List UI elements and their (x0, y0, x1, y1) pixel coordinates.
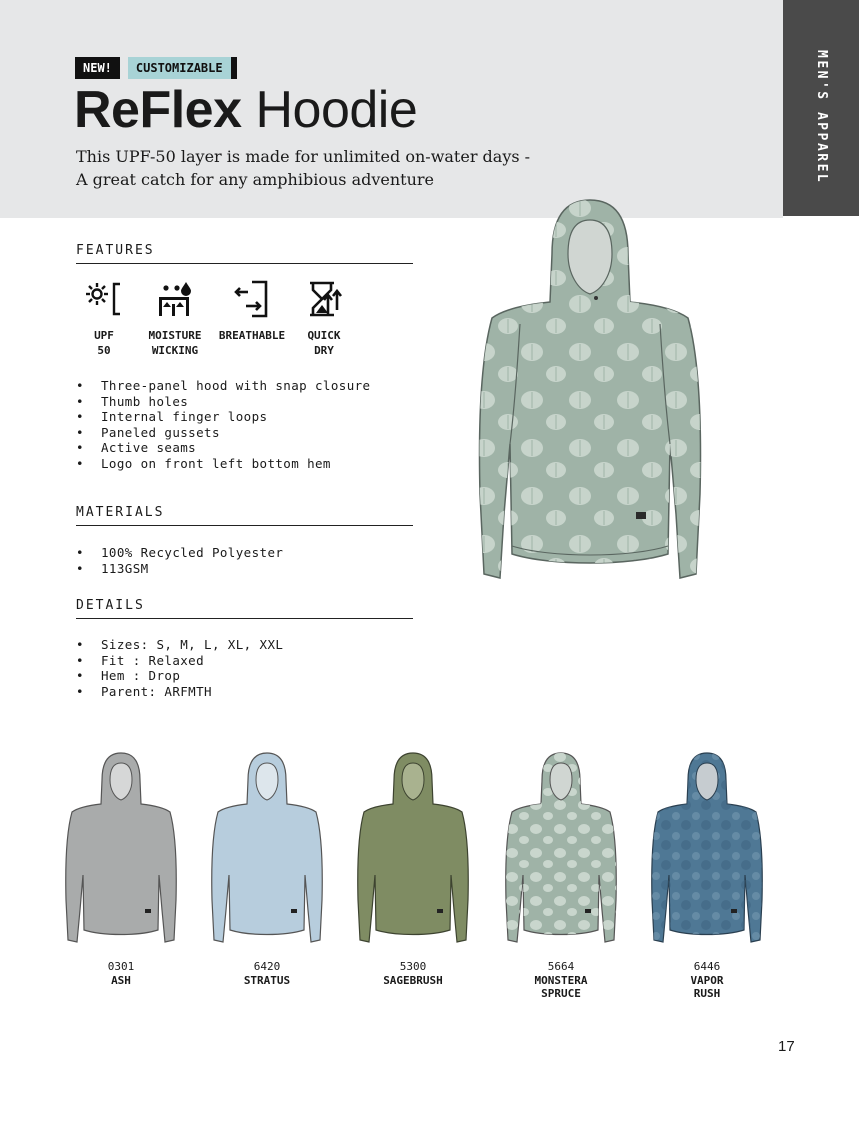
colorway-swatch (65, 750, 177, 987)
list-item: • Parent: ARFMTH (76, 684, 283, 700)
swatch-code: 5664 (547, 960, 575, 973)
list-item: • Fit : Relaxed (76, 653, 283, 669)
features-heading: FEATURES (76, 243, 413, 264)
swatch-name: SAGEBRUSH (383, 974, 443, 987)
product-subtitle (76, 145, 530, 191)
feature-upf-label: UPF 50 (94, 329, 114, 357)
colorway-swatch (211, 750, 323, 987)
list-item: • Logo on front left bottom hem (76, 456, 370, 472)
list-item: • Internal finger loops (76, 409, 370, 425)
swatch-name: STRATUS (243, 974, 291, 987)
list-item: • Active seams (76, 440, 370, 456)
hoodie-monstera-spruce-image (505, 750, 617, 946)
page-number: 17 (778, 1038, 795, 1055)
feature-breathable-label: BREATHABLE (218, 329, 286, 342)
swatch-code: 6446 (693, 960, 721, 973)
sun-upf-icon (84, 280, 124, 318)
materials-heading: MATERIALS (76, 505, 413, 526)
subtitle-line-2: A great catch for any amphibious adventure (76, 170, 435, 189)
list-item: • Thumb holes (76, 394, 370, 410)
breathable-icon (232, 280, 272, 318)
list-item: • Hem : Drop (76, 668, 283, 684)
feature-breathable (214, 280, 290, 343)
customizable-badge: CUSTOMIZABLE (128, 57, 237, 79)
list-item: • 113GSM (76, 561, 283, 577)
list-item: • Sizes: S, M, L, XL, XXL (76, 637, 283, 653)
list-item: • Paneled gussets (76, 425, 370, 441)
feature-moisture (138, 280, 212, 358)
swatch-code: 6420 (253, 960, 281, 973)
colorway-swatch (357, 750, 469, 987)
hoodie-vapor-rush-image (651, 750, 763, 946)
main-hoodie-image (470, 194, 710, 586)
moisture-wicking-icon (155, 280, 195, 318)
feature-icons-row (76, 280, 416, 370)
swatch-code: 0301 (107, 960, 135, 973)
colorway-swatch (505, 750, 617, 1000)
features-list (76, 378, 370, 472)
swatch-name: VAPOR RUSH (690, 974, 724, 1000)
badge-row (75, 57, 237, 79)
list-item: • 100% Recycled Polyester (76, 545, 283, 561)
product-title (74, 80, 417, 140)
product-title-bold: ReFlex (74, 81, 242, 139)
product-title-regular: Hoodie (255, 81, 418, 139)
details-heading: DETAILS (76, 598, 413, 619)
materials-list (76, 545, 283, 576)
swatch-name: ASH (111, 974, 131, 987)
swatch-code: 5300 (399, 960, 427, 973)
colorway-swatch (651, 750, 763, 1000)
hoodie-sagebrush-image (357, 750, 469, 946)
main-hoodie-body (480, 200, 701, 578)
feature-upf (76, 280, 132, 358)
feature-quick-dry-label: QUICK DRY (307, 329, 341, 357)
list-item: • Three-panel hood with snap closure (76, 378, 370, 394)
quick-dry-icon (304, 280, 344, 318)
subtitle-line-1: This UPF-50 layer is made for unlimited on-water days - (76, 147, 531, 166)
feature-quick-dry (296, 280, 352, 358)
swatch-name: MONSTERA SPRUCE (534, 974, 588, 1000)
hoodie-stratus-image (211, 750, 323, 946)
hoodie-ash-image (65, 750, 177, 946)
new-badge: NEW! (75, 57, 120, 79)
details-list (76, 637, 283, 699)
side-tab-label: MEN'S APPAREL (814, 50, 829, 185)
feature-moisture-label: MOISTURE WICKING (148, 329, 202, 357)
section-side-tab (783, 0, 859, 216)
